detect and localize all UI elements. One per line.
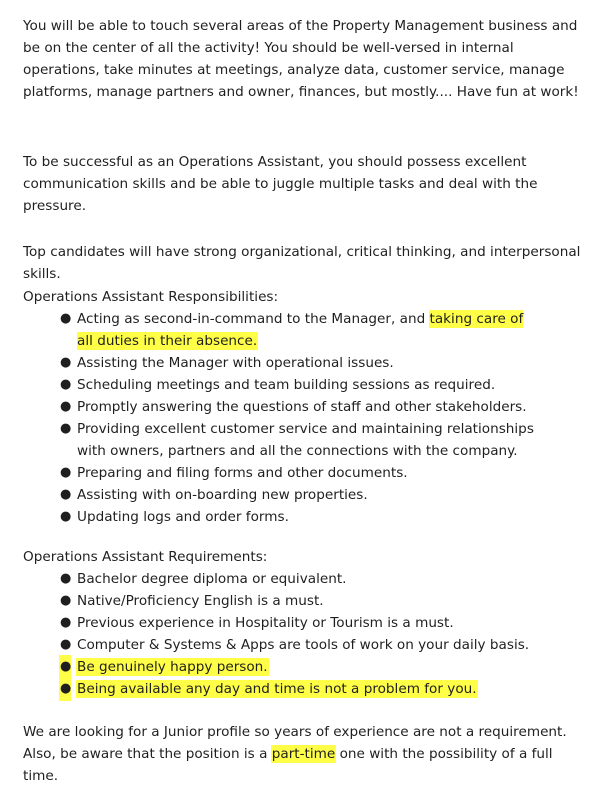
list-item [0,374,537,396]
list-item [0,418,537,462]
list-item [0,568,537,590]
requirements-heading: Operations Assistant Requirements: [23,549,268,565]
list-item-text: Preparing and filing forms and other documents. [77,465,408,481]
list-item-text: Computer & Systems & Apps are tools of work on your daily basis. [77,637,530,653]
candidates-paragraph: Top candidates will have strong organizational, critical thinking, and interpersonal skills. [23,244,581,282]
success-paragraph: To be successful as an Operations Assistant, you should possess excellent communication skills and be able to juggle multiple tasks and deal with the pressure. [23,154,538,214]
requirements-list [0,568,599,700]
list-item [0,352,537,374]
bullet-icon: ● [60,487,72,502]
bullet-icon: ● [60,678,70,700]
list-item-text: Native/Proficiency English is a must. [77,593,324,609]
bullet-icon: ● [60,377,72,392]
list-item-text: Scheduling meetings and team building sessions as required. [77,377,496,393]
list-item [0,462,537,484]
bullet-icon: ● [60,571,72,586]
closing-text-end: one with the possibility of a full time. [23,746,553,784]
highlighted-text: Being available any day and time is not a problem for you. [77,681,477,697]
list-item [0,656,537,678]
list-item [0,678,537,700]
highlighted-text: part-time [271,746,336,762]
list-item [0,634,537,656]
intro-paragraph: You will be able to touch several areas of the Property Management business and be on the center of all the activity! You should be well-versed in internal operations, take minutes at meetings, analyze data, customer service, manage platforms, manage partners and owner, finances, but mostly.... Have fun at work! [23,18,579,100]
bullet-icon: ● [60,311,72,326]
bullet-icon: ● [60,637,72,652]
list-item [0,590,537,612]
list-item-text: Providing excellent customer service and maintaining relationships with owners, partners and all the connections with the company. [77,421,534,459]
highlighted-text: taking care of all duties in their absence. [77,311,524,349]
closing-paragraph [23,721,583,787]
highlighted-text: Be genuinely happy person. [77,659,268,675]
list-item [0,396,537,418]
bullet-icon: ● [60,615,72,630]
bullet-icon: ● [60,421,72,436]
responsibilities-heading: Operations Assistant Responsibilities: [23,289,279,305]
list-item [0,612,537,634]
bullet-icon: ● [60,656,70,678]
bullet-icon: ● [60,355,72,370]
list-item-text: Bachelor degree diploma or equivalent. [77,571,347,587]
bullet-icon: ● [60,593,72,608]
list-item-text: Assisting the Manager with operational issues. [77,355,394,371]
list-item-text: Promptly answering the questions of staff and other stakeholders. [77,399,527,415]
bullet-icon: ● [60,399,72,414]
list-item-text: Previous experience in Hospitality or Tourism is a must. [77,615,454,631]
list-item [0,484,537,506]
responsibilities-list [0,308,599,528]
bullet-icon: ● [60,509,72,524]
closing-text-start: We are looking for a Junior profile so years of experience are not a requirement. Also, be aware that the position is a [23,724,567,762]
list-item-text: Updating logs and order forms. [77,509,289,525]
list-item-text: Assisting with on-boarding new properties. [77,487,368,503]
list-item [0,506,537,528]
bullet-icon: ● [60,465,72,480]
list-item [0,308,537,352]
list-item-text: Acting as second-in-command to the Manager, and [77,311,430,327]
